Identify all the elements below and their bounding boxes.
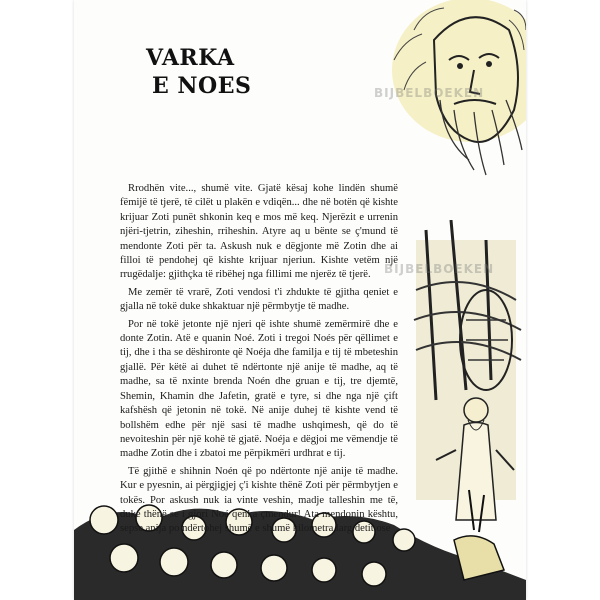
watermark: BIJBELBOEKEN	[374, 86, 485, 100]
page-title	[146, 44, 251, 100]
watermark: BIJBELBOEKEN	[384, 262, 495, 276]
paragraph: Të gjithë e shihnin Noén që po ndërtonte një anije të madhe. Kur e pyesnin, ai përgjigjej ç'i kishte thënë Zoti për përmbytjen e tokës. Por askush nuk ia vinte veshin, madje talleshin me të, duke thënë se i gjori Noé qenka çmendur! Ata mendonin kështu, sepse anija po ndërtohej shumë e shumë kilometra larg detit ose	[120, 465, 398, 535]
title-line-1: VARKA	[146, 45, 235, 71]
title-line-2: E NOES	[152, 73, 252, 99]
story-text	[120, 182, 398, 540]
paragraph: Rrodhën vite..., shumë vite. Gjatë kësaj kohe lindën shumë fëmijë të tjerë, të cilët u plakën e vdiqën... dhe në botën që kishte krijuar Zoti punët shkonin keq e mos më keq. Njerëzit e urrenin njëri-tjetrin, ziheshin, rriheshin. Atyre aq u bënte se ç'mund të mendonte Zoti për ta. Askush nuk e dëgjonte më Zotin dhe ai filloi të pendohej që kishte krijuar njeriun. Kishte vetëm një rrugëdalje: gjithçka të ribëhej nga fillimi me njerëz të tjerë.	[120, 183, 398, 281]
paragraph: Me zemër të vrarë, Zoti vendosi t'i zhdukte të gjitha qeniet e gjalla në tokë duke shkaktuar një përmbytje të madhe.	[120, 286, 398, 313]
paragraph: Por në tokë jetonte një njeri që ishte shumë zemërmirë dhe e donte Zotin. Atë e quanin Noé. Zoti i tregoi Noés për qëllimet e tij, dhe i tha se dëshironte që Noéja dhe familja e tij të mbeteshin gjallë. Për këtë ai duhet të ndërtonte një anije të madhe, aq të madhe, sa të nxinte brenda Noén dhe gruan e tij, tre djemtë, Shemin, Khamin dhe Jafetin, gratë e tyre, si dhe nga një çift kafshësh që jetonin në tokë. Në anije duhej të kishte vend të bollshëm edhe për një sasi të madhe ushqimesh, që do të nevoiteshin për një kohë të gjatë. Noéja e dëgjoi me vëmendje të madhe Zotin dhe i zbatoi me përpikmëri urdhrat e tij.	[120, 318, 398, 460]
book-page	[74, 0, 526, 600]
